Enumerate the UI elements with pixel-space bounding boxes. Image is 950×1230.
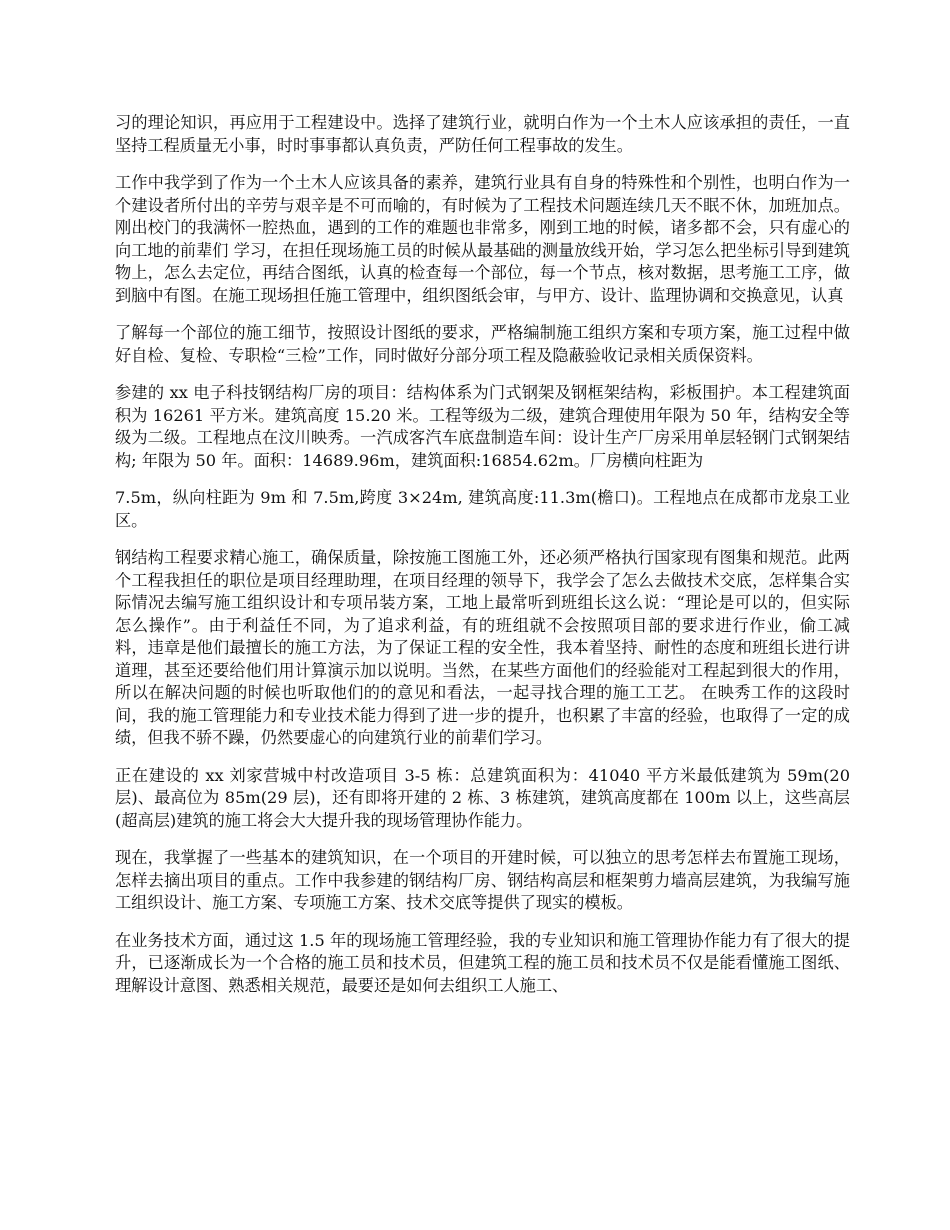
paragraph-4: 参建的 xx 电子科技钢结构厂房的项目：结构体系为门式钢架及钢框架结构，彩板围护。本工程建筑面积为 16261 平方米。建筑高度 15.20 米。工程等级为二级，建筑合理使用年限为 50 年，结构安全等级为二级。工程地点在汶川映秀。一汽成客汽车底盘制造车间：设计生产厂房采用单层轻钢门式钢架结构; 年限为 50 年。面积：14689.96m，建筑面积:16854.62m。厂房横向柱距为 — [115, 383, 850, 470]
document-body — [115, 112, 850, 997]
paragraph-6: 钢结构工程要求精心施工，确保质量，除按施工图施工外，还必须严格执行国家现有图集和规范。此两个工程我担任的职位是项目经理助理，在项目经理的领导下，我学会了怎么去做技术交底，怎样集合实际情况去编写施工组织设计和专项吊装方案，工地上最常听到班组长这么说：“理论是可以的，但实际怎么操作”。由于利益任不同，为了追求利益，有的班组就不会按照项目部的要求进行作业，偷工减料，违章是他们最擅长的施工方法，为了保证工程的安全性，我本着坚持、耐性的态度和班组长进行讲道理，甚至还要给他们用计算演示加以说明。当然，在某些方面他们的经验能对工程起到很大的作用，所以在解决问题的时候也听取他们的的意见和看法，一起寻找合理的施工工艺。 在映秀工作的这段时间，我的施工管理能力和专业技术能力得到了进一步的提升，也积累了丰富的经验，也取得了一定的成绩，但我不骄不躁，仍然要虚心的向建筑行业的前辈们学习。 — [115, 548, 850, 747]
paragraph-7: 正在建设的 xx 刘家营城中村改造项目 3-5 栋：总建筑面积为：41040 平方米最低建筑为 59m(20 层)、最高位为 85m(29 层)，还有即将开建的 2 栋、3 栋建筑，建筑高度都在 100m 以上，这些高层(超高层)建筑的施工将会大大提升我的现场管理协作能力。 — [115, 765, 850, 830]
paragraph-9: 在业务技术方面，通过这 1.5 年的现场施工管理经验，我的专业知识和施工管理协作能力有了很大的提升，已逐渐成长为一个合格的施工员和技术员，但建筑工程的施工员和技术员不仅是能看懂施工图纸、理解设计意图、熟悉相关规范，最要还是如何去组织工人施工、 — [115, 930, 850, 995]
paragraph-5: 7.5m，纵向柱距为 9m 和 7.5m,跨度 3×24m, 建筑高度:11.3m(檐口)。工程地点在成都市龙泉工业区。 — [115, 488, 850, 530]
paragraph-3: 了解每一个部位的施工细节，按照设计图纸的要求，严格编制施工组织方案和专项方案，施工过程中做好自检、复检、专职检“三检”工作，同时做好分部分项工程及隐蔽验收记录相关质保资料。 — [115, 323, 850, 365]
paragraph-8: 现在，我掌握了一些基本的建筑知识，在一个项目的开建时候，可以独立的思考怎样去布置施工现场，怎样去摘出项目的重点。工作中我参建的钢结构厂房、钢结构高层和框架剪力墙高层建筑，为我编写施工组织设计、施工方案、专项施工方案、技术交底等提供了现实的模板。 — [115, 848, 850, 912]
paragraph-2: 工作中我学到了作为一个土木人应该具备的素养，建筑行业具有自身的特殊性和个别性，也明白作为一个建设者所付出的辛劳与艰辛是不可而喻的，有时候为了工程技术问题连续几天不眠不休，加班加点。刚出校门的我满怀一腔热血，遇到的工作的难题也非常多，刚到工地的时候，诸多都不会，只有虚心的向工地的前辈们 学习，在担任现场施工员的时候从最基础的测量放线开始，学习怎么把坐标引导到建筑物上，怎么去定位，再结合图纸，认真的检查每一个部位，每一个节点，核对数据，思考施工工序，做到脑中有图。在施工现场担任施工管理中，组织图纸会审，与甲方、设计、监理协调和交换意见，认真 — [115, 173, 850, 305]
paragraph-1: 习的理论知识，再应用于工程建设中。选择了建筑行业，就明白作为一个土木人应该承担的责任，一直坚持工程质量无小事，时时事事都认真负责，严防任何工程事故的发生。 — [115, 113, 850, 155]
